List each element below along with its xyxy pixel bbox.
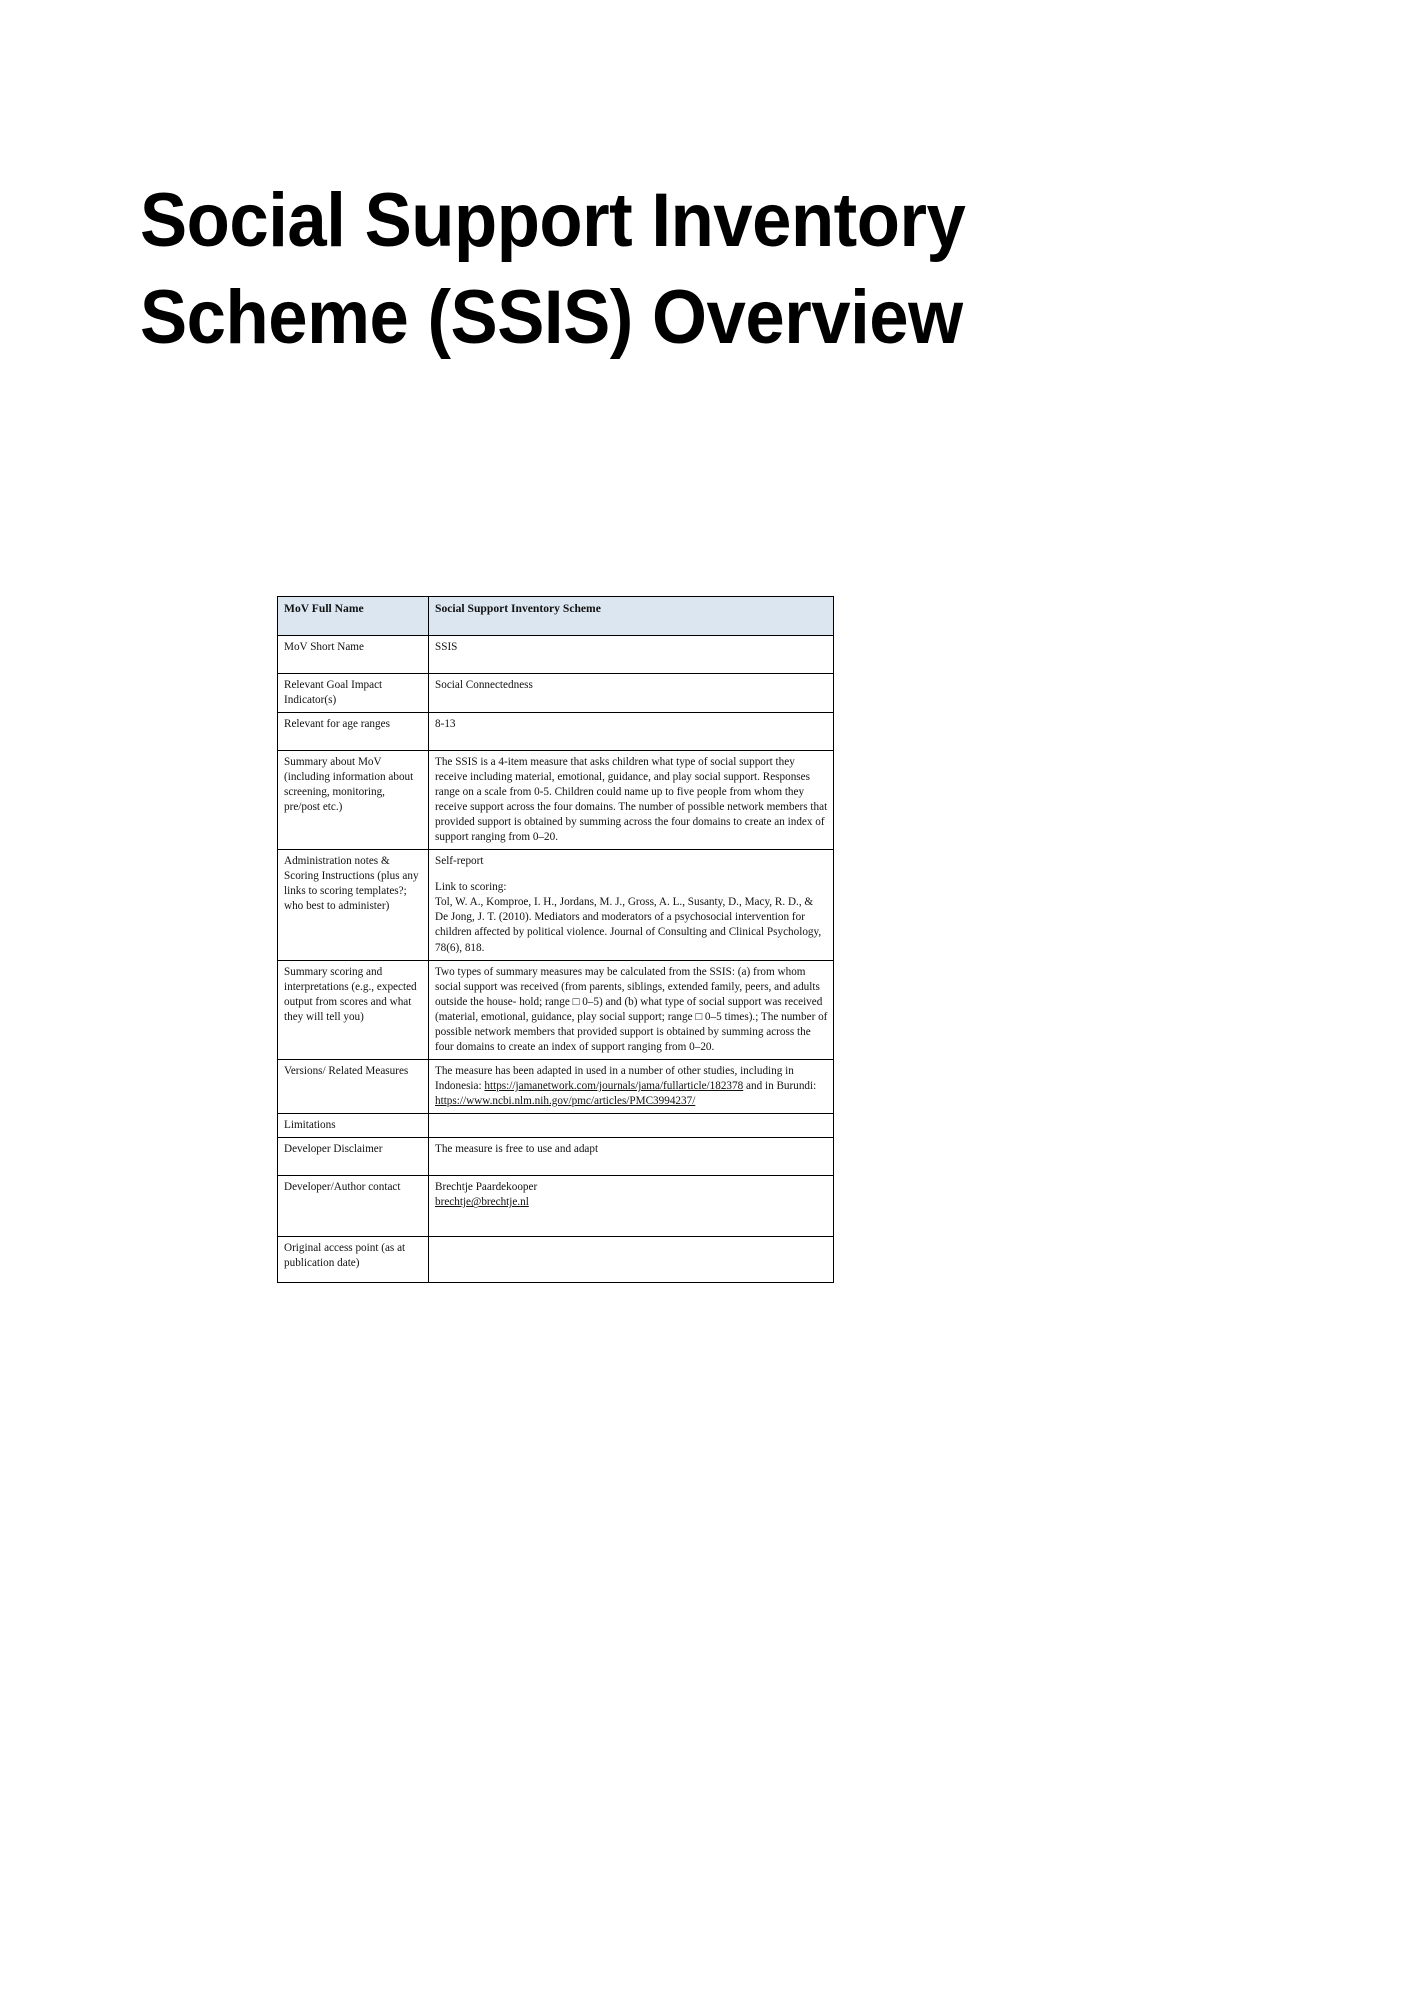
row-value-summary-scoring: Two types of summary measures may be calculated from the SSIS: (a) from whom social support was received (from parents, siblings, extended family, peers, and adults outside the house- hold; range □ 0–5) and (b) what type of social support was received (material, emotional, guidance, play social support; range □ 0–5 times).; The number of possible network members that provided support is obtained by summing across the four domains to create an index of support ranging from 0–20. — [429, 960, 834, 1059]
developer-name: Brechtje Paardekooper — [435, 1181, 538, 1194]
link-ncbi-pmc[interactable]: https://www.ncbi.nlm.nih.gov/pmc/articles/PMC3994237/ — [435, 1095, 696, 1108]
page-title-line-1: Social Support Inventory — [140, 178, 966, 263]
admin-link-to-scoring-line: Link to scoring: — [435, 881, 507, 894]
mov-overview-table — [277, 596, 834, 1283]
table-row — [278, 960, 834, 1059]
row-label-summary-scoring: Summary scoring and interpretations (e.g., expected output from scores and what they will tell you) — [278, 960, 429, 1059]
link-jamanetwork[interactable]: https://jamanetwork.com/journals/jama/fullarticle/182378 — [484, 1080, 744, 1093]
table-row — [278, 712, 834, 750]
admin-spacer — [435, 869, 828, 880]
row-label-developer-disclaimer: Developer Disclaimer — [278, 1138, 429, 1176]
row-value-age-ranges: 8-13 — [429, 712, 834, 750]
table-row — [278, 1237, 834, 1282]
versions-text-middle: and in Burundi: — [743, 1080, 817, 1093]
table-row — [278, 1059, 834, 1113]
row-value-limitations — [429, 1114, 834, 1138]
row-label-limitations: Limitations — [278, 1114, 429, 1138]
table-row — [278, 750, 834, 849]
header-value-cell: Social Support Inventory Scheme — [429, 597, 834, 636]
developer-email-link[interactable]: brechtje@brechtje.nl — [435, 1196, 529, 1209]
row-value-versions-related-measures — [429, 1059, 834, 1113]
row-label-developer-contact: Developer/Author contact — [278, 1176, 429, 1237]
table-row — [278, 635, 834, 673]
row-label-versions-related-measures: Versions/ Related Measures — [278, 1059, 429, 1113]
row-value-mov-short-name: SSIS — [429, 635, 834, 673]
table-row — [278, 1114, 834, 1138]
row-label-original-access-point: Original access point (as at publication date) — [278, 1237, 429, 1282]
admin-self-report-line: Self-report — [435, 855, 484, 868]
row-value-goal-impact-indicator: Social Connectedness — [429, 673, 834, 712]
row-label-age-ranges: Relevant for age ranges — [278, 712, 429, 750]
admin-citation: Tol, W. A., Komproe, I. H., Jordans, M. J., Gross, A. L., Susanty, D., Macy, R. D., & De Jong, J. T. (2010). Mediators and moderators of a psychosocial intervention for children affected by political violence. Journal of Consulting and Clinical Psychology, 78(6), 818. — [435, 896, 822, 954]
table-row — [278, 673, 834, 712]
row-label-goal-impact-indicator: Relevant Goal Impact Indicator(s) — [278, 673, 429, 712]
page-title-line-2: Scheme (SSIS) Overview — [140, 275, 963, 361]
row-label-summary-about-mov: Summary about MoV (including information about screening, monitoring, pre/post etc.) — [278, 750, 429, 849]
table-header-row — [278, 597, 834, 636]
page-title — [140, 172, 1070, 367]
mov-table-container — [277, 596, 833, 1283]
header-label-cell: MoV Full Name — [278, 597, 429, 636]
row-label-administration-notes: Administration notes & Scoring Instructions (plus any links to scoring templates?; who best to administer) — [278, 850, 429, 960]
versions-text-prefix: The measure has been adapted in used in a number of other studies, including in Indonesia: — [435, 1064, 794, 1093]
row-value-original-access-point — [429, 1237, 834, 1282]
table-row — [278, 1138, 834, 1176]
row-value-developer-contact — [429, 1176, 834, 1237]
row-value-developer-disclaimer: The measure is free to use and adapt — [429, 1138, 834, 1176]
table-row — [278, 1176, 834, 1237]
table-row — [278, 850, 834, 960]
row-value-summary-about-mov: The SSIS is a 4-item measure that asks children what type of social support they receive including material, emotional, guidance, and play social support. Responses range on a scale from 0-5. Children could name up to five people from whom they receive support across the four domains. The number of possible network members that provided support is obtained by summing across the four domains to create an index of support ranging from 0–20. — [429, 750, 834, 849]
row-label-mov-short-name: MoV Short Name — [278, 635, 429, 673]
row-value-administration-notes — [429, 850, 834, 960]
